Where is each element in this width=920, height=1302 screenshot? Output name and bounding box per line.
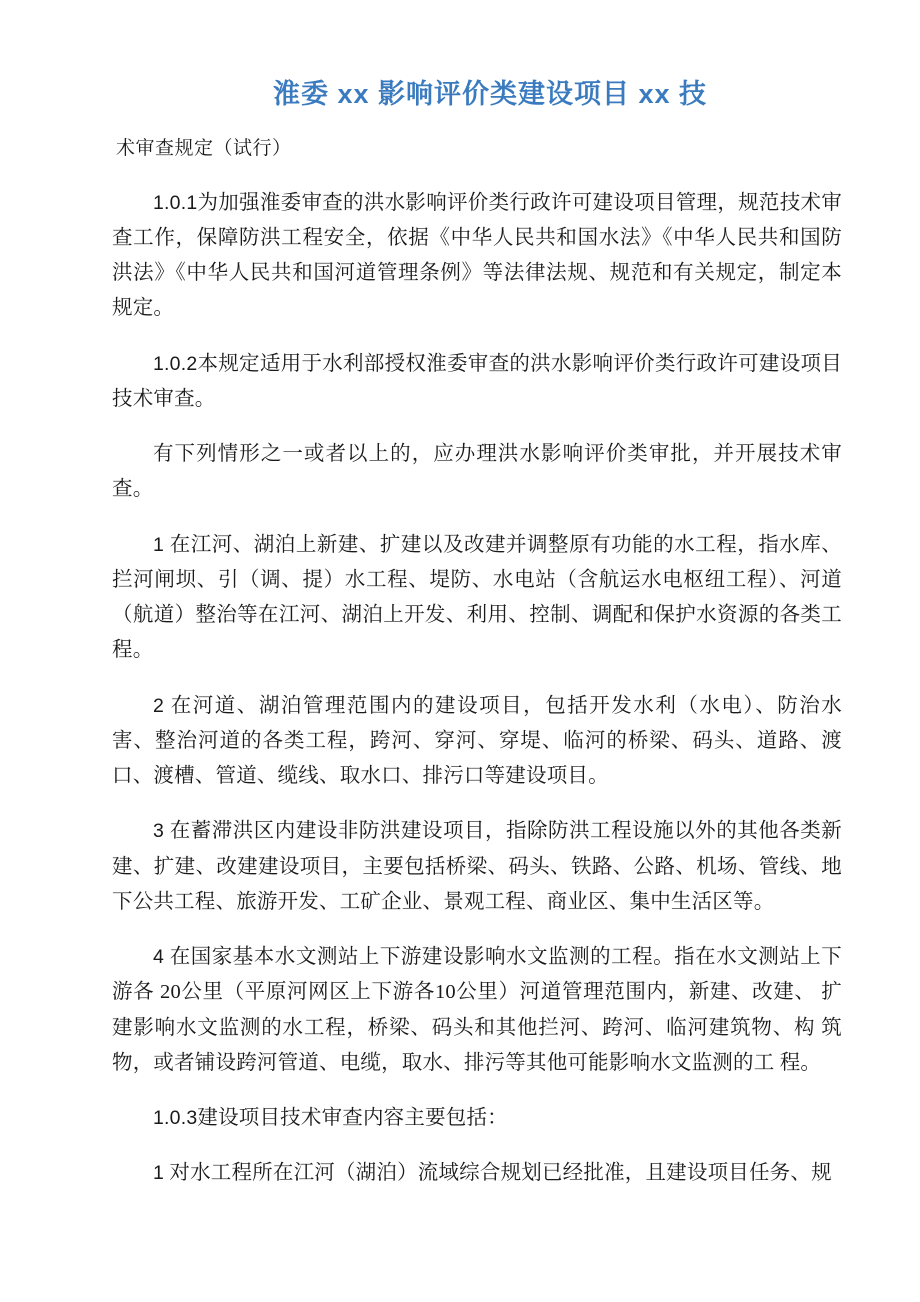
paragraph-number: 4 <box>153 946 165 968</box>
paragraph-number: 1.0.2 <box>153 352 198 375</box>
paragraph-text: 为加强淮委审查的洪水影响评价类行政许可建设项目管理，规范技术审查工作，保障防洪工程安全，依据《中华人民共和国水法》《中华人民共和国防洪法》《中华人民共和国河道管理条例》等法律法规、规范和有关规定，制定本规定。 <box>112 191 842 320</box>
paragraph-content-1 <box>112 1156 842 1191</box>
paragraph-number: 1.0.3 <box>153 1107 198 1129</box>
page-title-continuation: 术审查规定（试行） <box>116 137 292 159</box>
paragraph-conditions-intro <box>112 437 842 508</box>
paragraph-item-3 <box>112 814 842 920</box>
paragraph-text: 在河道、湖泊管理范围内的建设项目，包括开发水利（水电）、防治水害、整治河道的各类工程，跨河、穿河、穿堤、临河的桥梁、码头、道路、渡口、渡槽、管道、缆线、取水口、排污口等建设项目。 <box>112 694 842 787</box>
paragraph-item-1 <box>112 528 842 669</box>
page-title: 淮委 xx 影响评价类建设项目 xx 技 <box>272 79 708 109</box>
paragraph-text: 在蓄滞洪区内建设非防洪建设项目，指除防洪工程设施以外的其他各类新建、扩建、改建建设项目，主要包括桥梁、码头、铁路、公路、机场、管线、地下公共工程、旅游开发、工矿企业、景观工程、商业区、集中生活区等。 <box>112 820 843 913</box>
paragraph-1-0-3 <box>112 1101 842 1136</box>
paragraph-number: 2 <box>153 694 165 717</box>
paragraph-item-2 <box>112 689 842 795</box>
paragraph-text: 在国家基本水文测站上下游建设影响水文监测的工程。指在水文测站上下游各 20公里（平原河网区上下游各10公里）河道管理范围内，新建、改建、 扩建影响水文监测的水工程，桥梁、码头和其他拦河、跨河、临河建筑物、构 筑物，或者铺设跨河管道、电缆，取水、排污等其他可能影响水文监测的工 程。 <box>112 946 843 1074</box>
paragraph-number: 1 <box>153 533 165 556</box>
paragraph-text: 本规定适用于水利部授权淮委审查的洪水影响评价类行政许可建设项目技术审查。 <box>112 352 842 410</box>
paragraph-1-0-1 <box>112 186 842 327</box>
paragraph-number: 1 <box>153 1162 165 1185</box>
paragraph-number: 3 <box>153 820 165 843</box>
paragraph-text: 对水工程所在江河（湖泊）流域综合规划已经批准，且建设项目任务、规 <box>169 1162 832 1185</box>
paragraph-text: 在江河、湖泊上新建、扩建以及改建并调整原有功能的水工程，指水库、拦河闸坝、引（调、提）水工程、堤防、水电站（含航运水电枢纽工程）、河道（航道）整治等在江河、湖泊上开发、利用、控制、调配和保护水资源的各类工程。 <box>112 533 843 662</box>
paragraph-text: 建设项目技术审查内容主要包括： <box>197 1107 508 1129</box>
paragraph-item-4 <box>112 940 842 1081</box>
paragraph-number: 1.0.1 <box>153 191 198 214</box>
paragraph-text: 有下列情形之一或者以上的，应办理洪水影响评价类审批，并开展技术审查。 <box>112 443 842 501</box>
paragraph-1-0-2 <box>112 347 842 418</box>
